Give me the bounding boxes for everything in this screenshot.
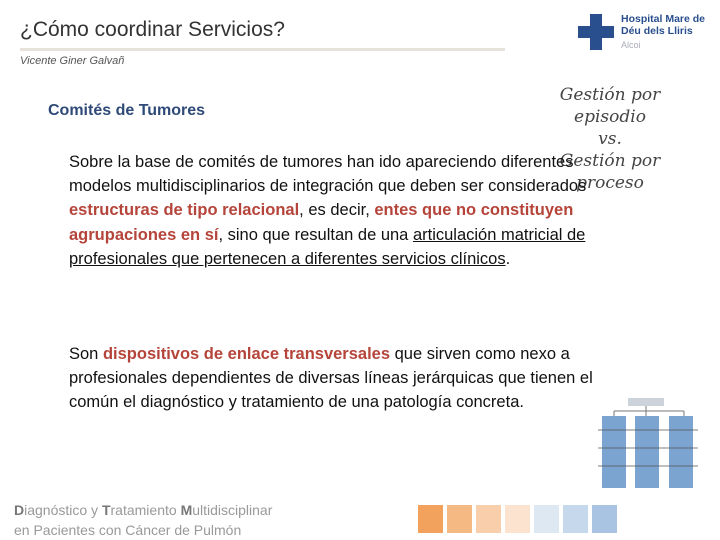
p1-highlight-2: entes que no constituyen agrupaciones en sí <box>69 201 574 244</box>
logo-name-line1: Hospital Mare de <box>621 13 706 25</box>
handwritten-line1: Gestión por episodio <box>559 85 661 127</box>
p1-underlined: articulación matricial de profesionales que pertenecen a diferentes servicios clínicos <box>69 225 586 268</box>
p2-text-2: que sirven como nexo a profesionales dependientes de diversas líneas jerárquicas que tienen el común el diagnóstico y tratamiento de una patología concreta. <box>69 345 593 412</box>
footer-initial-m: M <box>180 502 193 518</box>
p2-highlight-1: dispositivos de enlace transversales <box>102 345 391 363</box>
hospital-cross-icon <box>578 14 614 50</box>
title-divider <box>20 48 505 51</box>
footer-square <box>418 505 443 533</box>
footer-text-2: ratamiento <box>110 502 181 518</box>
footer-square <box>447 505 472 533</box>
logo-name <box>621 13 705 37</box>
footer-square <box>592 505 617 533</box>
logo-name-line2: Déu dels Lliris <box>621 25 693 37</box>
handwritten-line2: vs. <box>598 129 622 149</box>
author-name: Vicente Giner Galvañ <box>20 55 125 67</box>
footer-square <box>476 505 501 533</box>
p1-highlight-1: estructuras de tipo relacional <box>69 201 300 220</box>
footer-square <box>534 505 559 533</box>
footer-title <box>14 500 272 540</box>
p2-text-1: Son <box>69 345 103 363</box>
paragraph-2 <box>69 342 617 415</box>
hospital-logo <box>578 12 718 52</box>
p1-text-1: Sobre la base de comités de tumores han ido apareciendo diferentes modelos multidisciplinarios de integración que deben ser considerados <box>69 153 587 196</box>
page-title: ¿Cómo coordinar Servicios? <box>20 18 285 41</box>
footer-square <box>505 505 530 533</box>
footer-initial-t: T <box>101 502 111 518</box>
footer-square <box>563 505 588 533</box>
footer-line2: en Pacientes con Cáncer de Pulmón <box>14 522 242 538</box>
p1-text-4: . <box>505 249 511 268</box>
p1-text-2: , es decir, <box>299 201 375 220</box>
footer-initial-d: D <box>14 502 25 518</box>
handwritten-line3: Gestión por proceso <box>559 151 661 193</box>
org-chart-icon <box>598 396 698 491</box>
footer-text-1: iagnóstico y <box>24 502 102 518</box>
paragraph-1 <box>69 150 614 271</box>
footer-line1 <box>14 500 272 520</box>
footer-text-3: ultidisciplinar <box>192 502 273 518</box>
logo-city: Alcoi <box>621 40 641 50</box>
p1-text-3: , sino que resultan de una <box>218 225 413 244</box>
section-title: Comités de Tumores <box>48 102 206 119</box>
